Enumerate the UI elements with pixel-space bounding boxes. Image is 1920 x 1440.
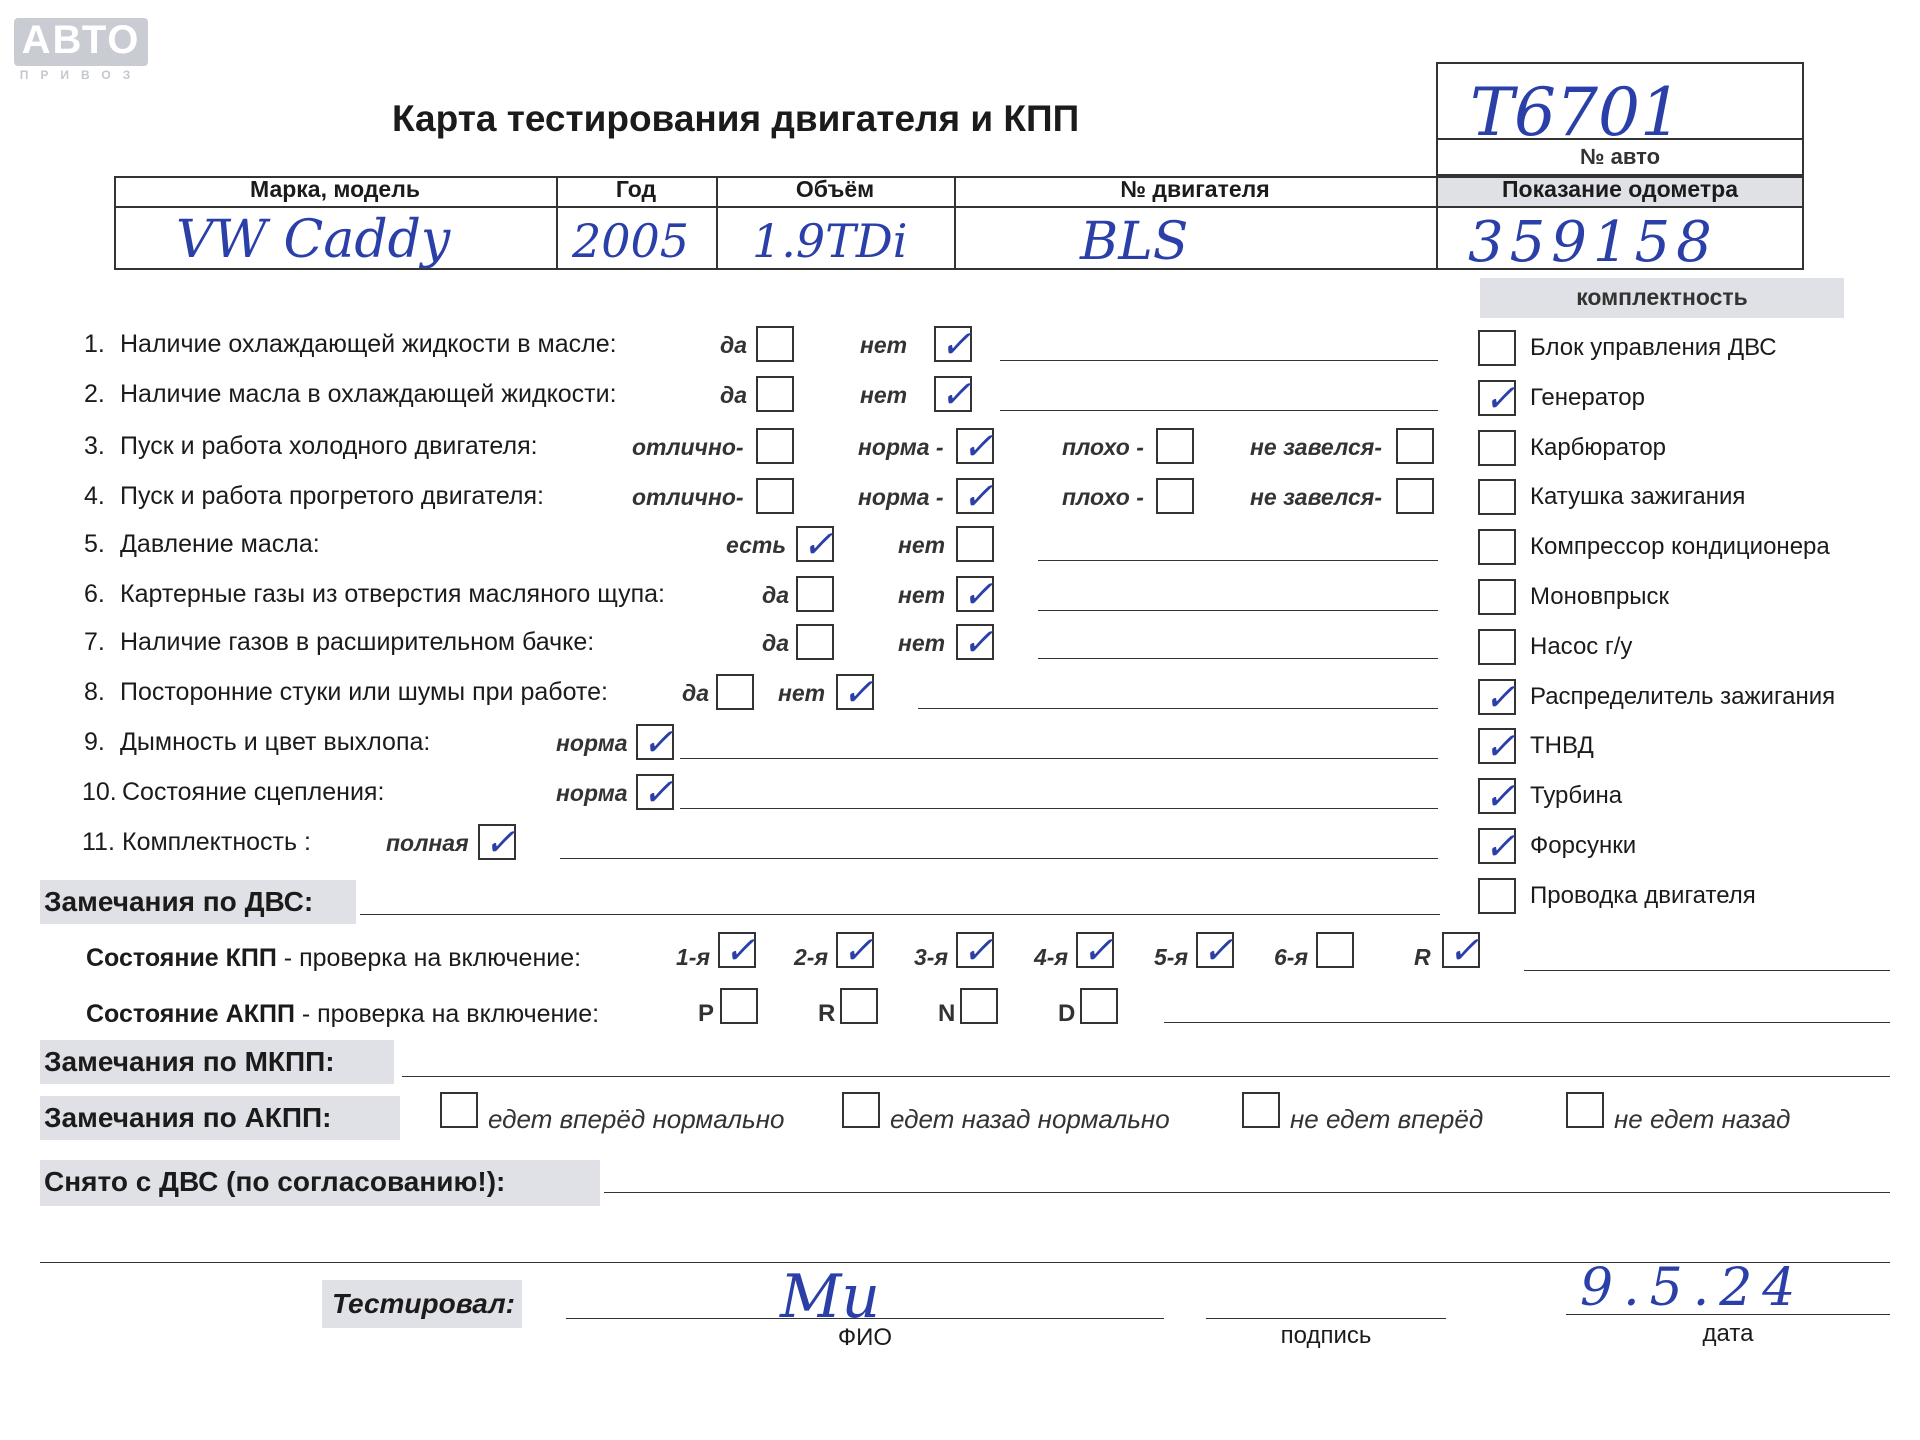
check-mark: ✓ <box>484 820 516 864</box>
signature-line[interactable] <box>1206 1318 1446 1319</box>
mode-checkbox[interactable] <box>720 988 758 1024</box>
option-checkbox[interactable] <box>956 424 994 468</box>
kit-checkbox[interactable] <box>1478 629 1516 665</box>
mode-label: P <box>698 1000 715 1027</box>
gear-label: 2-я <box>794 944 828 970</box>
check-mark: ✓ <box>842 928 874 972</box>
remarks-engine-line[interactable] <box>360 914 1440 915</box>
gear-checkbox[interactable] <box>1196 928 1234 972</box>
option-checkbox[interactable] <box>934 322 972 366</box>
notes-line[interactable] <box>1000 360 1438 361</box>
akpp-remark-label: не едет назад <box>1614 1104 1791 1134</box>
odometer-header: Показание одометра <box>1502 176 1738 202</box>
check-mark: ✓ <box>1484 375 1516 420</box>
question-text: Картерные газы из отверстия масляного щупа: <box>120 580 665 608</box>
mode-label: R <box>818 1000 836 1027</box>
gear-checkbox[interactable] <box>1442 928 1480 972</box>
fio-value: Ми <box>780 1262 881 1332</box>
option-label: нет <box>898 630 946 656</box>
question-number: 9. <box>84 728 105 756</box>
engine-number-value: BLS <box>1080 212 1189 272</box>
option-checkbox[interactable] <box>836 670 874 714</box>
option-checkbox[interactable] <box>1156 478 1194 514</box>
kit-checkbox[interactable] <box>1478 430 1516 466</box>
notes-line[interactable] <box>560 858 1438 859</box>
question-number: 1. <box>84 330 105 358</box>
question-number: 7. <box>84 628 105 656</box>
notes-line[interactable] <box>680 758 1438 759</box>
remarks-akpp-label: Замечания по АКПП: <box>44 1102 332 1133</box>
kit-item-label: Насос г/у <box>1530 632 1633 660</box>
question-number: 3. <box>84 432 105 460</box>
option-label: нет <box>898 532 946 558</box>
engine-number-header: № двигателя <box>1120 176 1270 202</box>
option-checkbox[interactable] <box>796 624 834 660</box>
check-mark: ✓ <box>1082 928 1114 972</box>
kit-item-label: Катушка зажигания <box>1530 483 1746 511</box>
logo-subtext: ПРИВОЗ <box>19 68 143 82</box>
notes-line[interactable] <box>680 808 1438 809</box>
kit-item-label: Форсунки <box>1530 832 1637 859</box>
check-mark: ✓ <box>940 372 972 416</box>
signature-label: подпись <box>1280 1322 1372 1349</box>
option-label: отлично- <box>632 484 744 510</box>
gear-label: R <box>1414 944 1431 970</box>
akpp-label: Состояние АКПП - проверка на включение: <box>86 1000 600 1028</box>
odometer-value: 359158 <box>1468 210 1718 275</box>
option-label: не завелся- <box>1250 434 1382 460</box>
akpp-remark-label: едет вперёд нормально <box>488 1104 785 1134</box>
option-label: отлично- <box>632 434 744 460</box>
option-label: да <box>762 582 790 608</box>
kit-item-label: Распределитель зажигания <box>1530 682 1836 710</box>
question-text: Дымность и цвет выхлопа: <box>120 728 431 756</box>
check-mark: ✓ <box>962 572 994 616</box>
question-text: Пуск и работа холодного двигателя: <box>120 432 538 460</box>
question-number: 4. <box>84 482 105 510</box>
kit-item-label: Блок управления ДВС <box>1530 334 1777 361</box>
check-mark: ✓ <box>940 322 972 366</box>
option-label: да <box>720 382 748 408</box>
gear-checkbox[interactable] <box>836 928 874 972</box>
remarks-engine-label: Замечания по ДВС: <box>44 886 314 917</box>
kpp-notes-line[interactable] <box>1524 970 1890 971</box>
option-label: нет <box>778 680 826 706</box>
kit-title: комплектность <box>1576 284 1748 310</box>
vehicle-number-value: Т6701 <box>1470 74 1682 151</box>
divider <box>114 206 1804 208</box>
kit-item-label: ТНВД <box>1530 732 1594 760</box>
question-text: Наличие газов в расширительном бачке: <box>120 628 595 656</box>
date-value: 9.5.24 <box>1580 1258 1806 1318</box>
option-checkbox[interactable] <box>636 720 674 764</box>
option-checkbox[interactable] <box>756 376 794 412</box>
gear-label: 5-я <box>1154 944 1188 970</box>
option-checkbox[interactable] <box>716 674 754 710</box>
check-mark: ✓ <box>1202 928 1234 972</box>
question-text: Пуск и работа прогретого двигателя: <box>120 482 544 510</box>
gear-label: 3-я <box>914 944 948 970</box>
date-label: дата <box>1702 1320 1754 1347</box>
kit-item-label: Проводка двигателя <box>1530 881 1756 909</box>
brand-header: Марка, модель <box>250 176 420 202</box>
option-label: да <box>682 680 710 706</box>
logo-text: АВТО <box>21 18 141 62</box>
tested-label: Тестировал: <box>332 1288 515 1319</box>
option-label: плохо - <box>1062 484 1144 510</box>
question-text: Наличие масла в охлаждающей жидкости: <box>120 380 617 408</box>
page-title: Карта тестирования двигателя и КПП <box>392 98 1080 139</box>
mode-checkbox[interactable] <box>1080 988 1118 1024</box>
mode-label: D <box>1058 1000 1076 1027</box>
option-label: плохо - <box>1062 434 1144 460</box>
kit-item-label: Карбюратор <box>1530 433 1667 461</box>
notes-line[interactable] <box>1038 658 1438 659</box>
question-number: 6. <box>84 580 105 608</box>
kit-item-label: Генератор <box>1530 383 1645 411</box>
option-label: да <box>720 332 748 358</box>
kit-checkbox[interactable] <box>1478 579 1516 615</box>
check-mark: ✓ <box>962 620 994 664</box>
option-label: не завелся- <box>1250 484 1382 510</box>
check-mark: ✓ <box>842 670 874 714</box>
option-label: нет <box>898 582 946 608</box>
check-mark: ✓ <box>962 424 994 468</box>
check-mark: ✓ <box>642 720 674 764</box>
option-label: норма <box>556 780 628 806</box>
year-value: 2005 <box>572 214 690 268</box>
option-checkbox[interactable] <box>934 372 972 416</box>
kit-checkbox[interactable] <box>1478 375 1516 420</box>
akpp-remark-label: едет назад нормально <box>890 1104 1170 1134</box>
fio-label: ФИО <box>837 1324 893 1351</box>
check-mark: ✓ <box>642 770 674 814</box>
check-mark: ✓ <box>962 928 994 972</box>
question-text: Наличие охлаждающей жидкости в масле: <box>120 330 617 358</box>
kit-item-label: Компрессор кондиционера <box>1530 533 1830 561</box>
gear-checkbox[interactable] <box>956 928 994 972</box>
brand-value: VW Caddy <box>176 210 451 270</box>
check-mark: ✓ <box>1484 674 1516 719</box>
option-label: норма - <box>858 484 944 510</box>
option-checkbox[interactable] <box>636 770 674 814</box>
check-mark: ✓ <box>1484 824 1516 868</box>
option-label: полная <box>386 830 469 856</box>
mode-label: N <box>938 1000 956 1027</box>
gear-checkbox[interactable] <box>1076 928 1114 972</box>
option-checkbox[interactable] <box>756 428 794 464</box>
notes-line[interactable] <box>918 708 1438 709</box>
option-checkbox[interactable] <box>796 576 834 612</box>
mode-checkbox[interactable] <box>840 988 878 1024</box>
option-checkbox[interactable] <box>956 572 994 616</box>
vehicle-number-label: № авто <box>1579 144 1661 169</box>
option-checkbox[interactable] <box>478 820 516 864</box>
kit-checkbox[interactable] <box>1478 774 1516 819</box>
check-mark: ✓ <box>802 522 834 566</box>
date-line[interactable] <box>1566 1314 1890 1315</box>
akpp-notes-line[interactable] <box>1164 1022 1890 1023</box>
kit-checkbox[interactable] <box>1478 878 1516 914</box>
kit-checkbox[interactable] <box>1478 674 1516 719</box>
option-checkbox[interactable] <box>1156 428 1194 464</box>
option-checkbox[interactable] <box>956 620 994 664</box>
option-label: нет <box>860 382 908 408</box>
check-mark: ✓ <box>1484 724 1516 769</box>
removed-line[interactable] <box>604 1192 1890 1193</box>
kit-item-label: Моновпрыск <box>1530 583 1670 610</box>
kit-item-label: Турбина <box>1530 782 1623 810</box>
option-checkbox[interactable] <box>796 522 834 566</box>
gear-label: 1-я <box>676 944 710 970</box>
akpp-remark-checkbox[interactable] <box>1242 1092 1280 1128</box>
question-number: 5. <box>84 530 105 558</box>
question-number: 2. <box>84 380 105 408</box>
kit-checkbox[interactable] <box>1478 824 1516 868</box>
kit-checkbox[interactable] <box>1478 529 1516 565</box>
gear-checkbox[interactable] <box>718 928 756 972</box>
notes-line[interactable] <box>1000 410 1438 411</box>
check-mark: ✓ <box>724 928 756 972</box>
removed-label: Снято с ДВС (по согласованию!): <box>44 1166 506 1197</box>
check-mark: ✓ <box>1448 928 1480 972</box>
notes-line[interactable] <box>1038 560 1438 561</box>
akpp-remark-checkbox[interactable] <box>440 1092 478 1128</box>
kit-checkbox[interactable] <box>1478 479 1516 515</box>
question-number: 10. <box>82 778 117 806</box>
option-label: норма <box>556 730 628 756</box>
gear-label: 4-я <box>1034 944 1068 970</box>
question-text: Давление масла: <box>120 530 320 558</box>
gear-checkbox[interactable] <box>1316 932 1354 968</box>
volume-header: Объём <box>795 176 875 202</box>
mode-checkbox[interactable] <box>960 988 998 1024</box>
question-number: 8. <box>84 678 105 706</box>
option-label: да <box>762 630 790 656</box>
question-text: Посторонние стуки или шумы при работе: <box>120 678 608 706</box>
option-checkbox[interactable] <box>956 526 994 562</box>
akpp-remark-checkbox[interactable] <box>1566 1092 1604 1128</box>
remarks-mkpp-line[interactable] <box>402 1076 1890 1077</box>
option-checkbox[interactable] <box>756 326 794 362</box>
kit-checkbox[interactable] <box>1478 724 1516 769</box>
option-label: нет <box>860 332 908 358</box>
option-label: есть <box>726 532 786 558</box>
volume-value: 1.9TDi <box>752 214 908 268</box>
check-mark: ✓ <box>962 474 994 518</box>
kit-checkbox[interactable] <box>1478 330 1516 366</box>
option-checkbox[interactable] <box>1396 478 1434 514</box>
option-checkbox[interactable] <box>756 478 794 514</box>
year-header: Год <box>615 176 657 202</box>
option-checkbox[interactable] <box>1396 428 1434 464</box>
remarks-mkpp-label: Замечания по МКПП: <box>44 1046 335 1077</box>
notes-line[interactable] <box>1038 610 1438 611</box>
question-text: Состояние сцепления: <box>122 778 385 806</box>
gear-label: 6-я <box>1274 944 1308 970</box>
akpp-remark-checkbox[interactable] <box>842 1092 880 1128</box>
option-checkbox[interactable] <box>956 474 994 518</box>
kpp-label: Состояние КПП - проверка на включение: <box>86 944 582 972</box>
option-label: норма - <box>858 434 944 460</box>
akpp-remark-label: не едет вперёд <box>1290 1104 1484 1134</box>
fio-line[interactable] <box>566 1318 1164 1319</box>
question-number: 11. <box>82 828 115 856</box>
check-mark: ✓ <box>1484 774 1516 819</box>
question-text: Комплектность : <box>122 828 311 856</box>
